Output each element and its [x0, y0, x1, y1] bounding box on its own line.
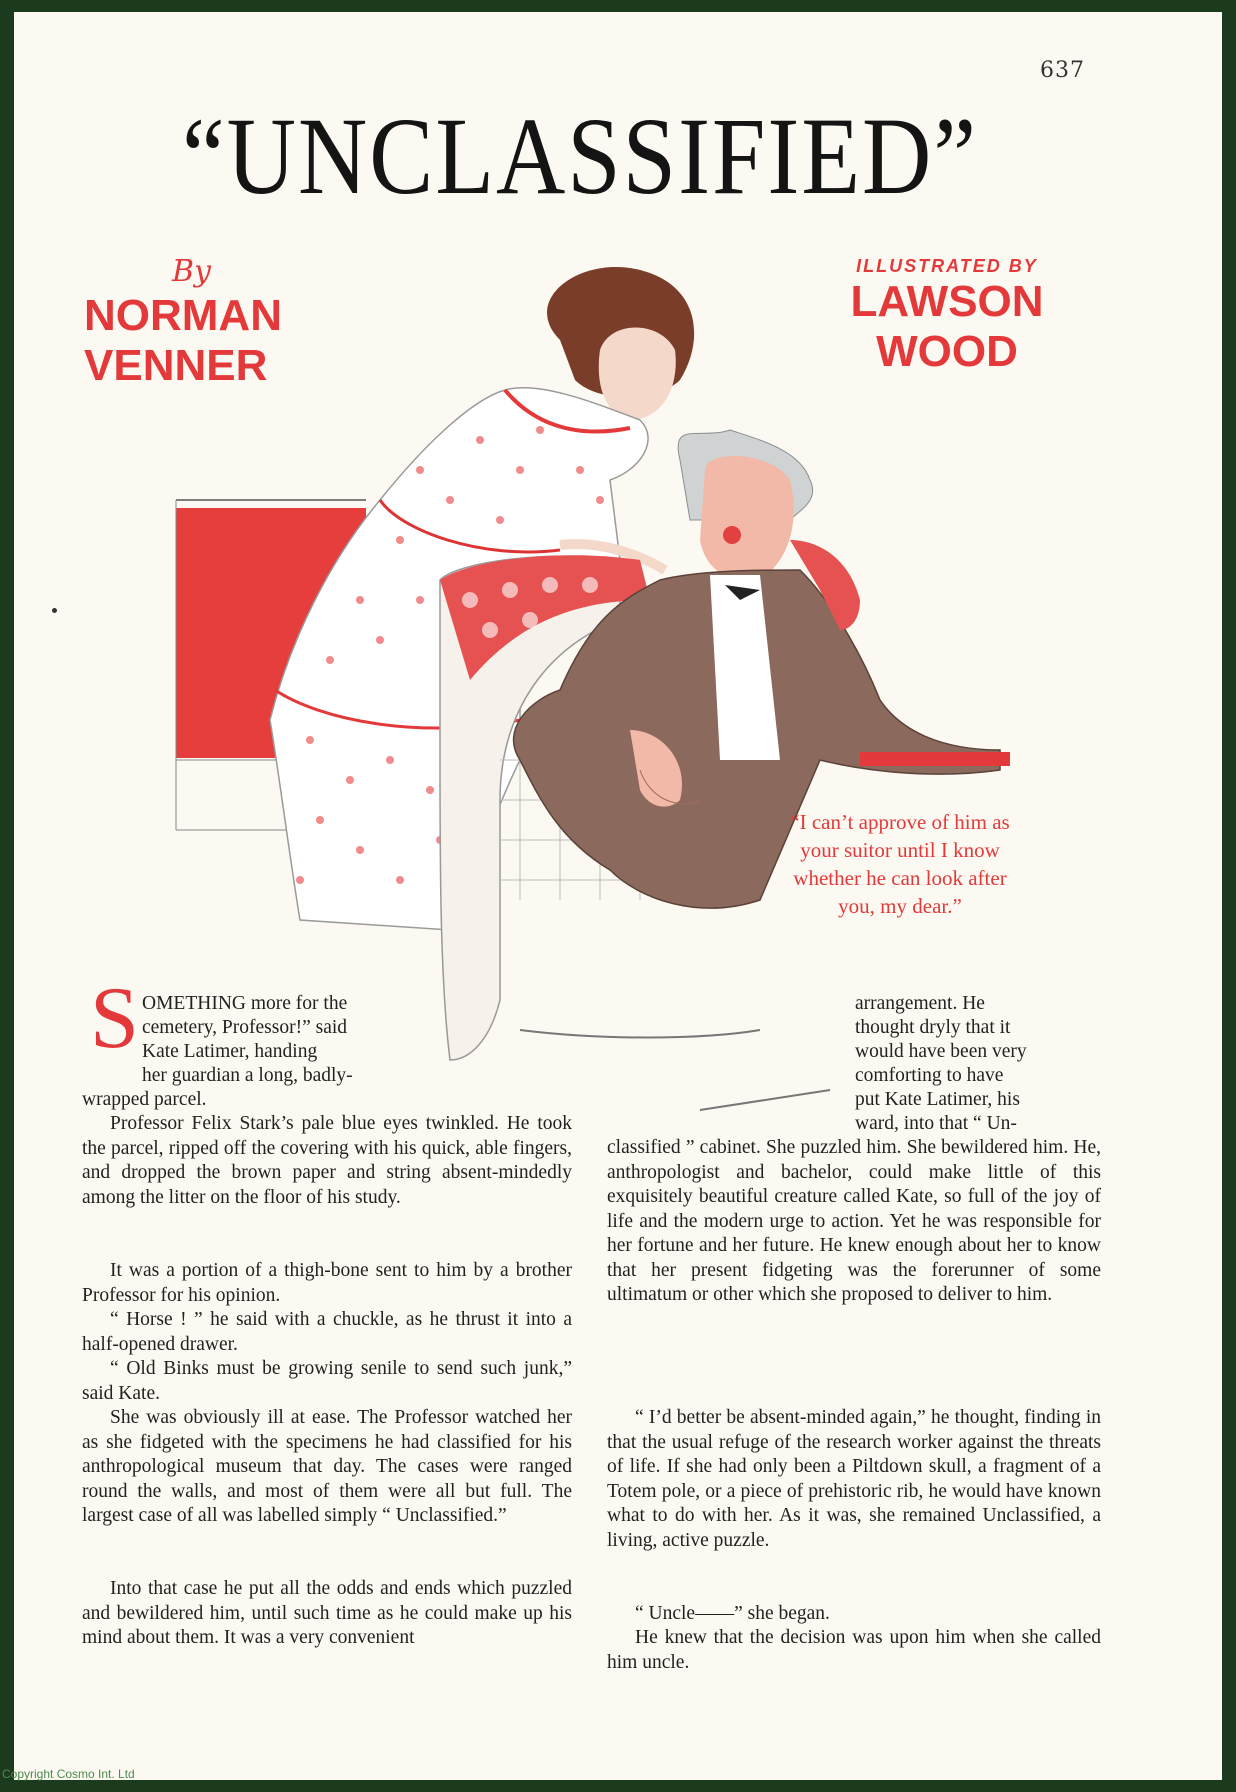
body-line: wrapped parcel.	[82, 1089, 207, 1110]
body-line: arrangement. He	[855, 993, 985, 1014]
body-paragraph: “ Uncle——” she began.	[635, 1603, 830, 1624]
illustrator-name-last: WOOD	[876, 327, 1018, 376]
illustrator-name-first: LAWSON	[850, 277, 1044, 326]
byline-by: By	[172, 254, 211, 289]
body-paragraph: Into that case he put all the odds and ends which puzzled and bewildered him, until such time as he could make up his mind about them. It was a very convenient	[82, 1578, 572, 1648]
drop-cap: S	[90, 970, 139, 1067]
body-line: her guardian a long, badly-	[142, 1065, 353, 1086]
body-paragraph: “ Horse ! ” he said with a chuckle, as he thrust it into a half-opened drawer.	[82, 1309, 572, 1355]
body-line: thought dryly that it	[855, 1017, 1011, 1038]
body-paragraph: It was a portion of a thigh-bone sent to him by a brother Professor for his opinion.	[82, 1260, 572, 1306]
copyright-notice: Copyright Cosmo Int. Ltd	[2, 1767, 135, 1781]
page-number: 637	[1040, 58, 1085, 83]
body-line: comforting to have	[855, 1065, 1004, 1086]
body-paragraph: Professor Felix Stark’s pale blue eyes twinkled. He took the parcel, ripped off the covering with his quick, able fingers, and dropped the brown paper and string absent-mindedly among the litter on the floor of his study.	[82, 1113, 572, 1208]
body-paragraph: classified ” cabinet. She puzzled him. She bewildered him. He, anthropologist and bachelor, could make little of this exquisitely beautiful creature called Kate, so full of the joy of life and the modern urge to action. Yet he was responsible for her fortune and her future. He knew enough about her to know that her present fidgeting was the forerunner of some ultimatum or other which she proposed to deliver to him.	[607, 1137, 1101, 1305]
body-paragraph: “ Old Binks must be growing senile to send such junk,” said Kate.	[82, 1358, 572, 1404]
body-paragraph: She was obviously ill at ease. The Professor watched her as she fidgeted with the specimens he had classified for his anthropological museum that day. The cases were ranged round the walls, and most of them were all but full. The largest case of all was labelled simply “ Unclassified.”	[82, 1407, 572, 1526]
body-line: cemetery, Professor!” said	[142, 1017, 348, 1038]
body-paragraph: He knew that the decision was upon him when she called him uncle.	[607, 1627, 1101, 1673]
body-line: OMETHING more for the	[142, 993, 348, 1014]
author-name-last: VENNER	[84, 341, 268, 390]
illustration-caption: “I can’t approve of him as your suitor until I know whether he can look after you, my dear.”	[790, 810, 1010, 918]
body-line: ward, into that “ Un-	[855, 1113, 1017, 1134]
body-line: Kate Latimer, handing	[142, 1041, 318, 1062]
story-title: “UNCLASSIFIED”	[182, 94, 978, 218]
body-line: would have been very	[855, 1041, 1027, 1062]
illustrated-by-label: ILLUSTRATED BY	[856, 256, 1038, 276]
body-line: put Kate Latimer, his	[855, 1089, 1020, 1110]
body-paragraph: “ I’d better be absent-minded again,” he thought, finding in that the usual refuge of the research worker against the threats of life. If she had only been a Piltdown skull, a fragment of a Totem pole, or a piece of prehistoric rib, he would have known what to do with her. As it was, she remained Unclassified, a living, active puzzle.	[607, 1407, 1101, 1551]
author-name-first: NORMAN	[84, 291, 282, 340]
